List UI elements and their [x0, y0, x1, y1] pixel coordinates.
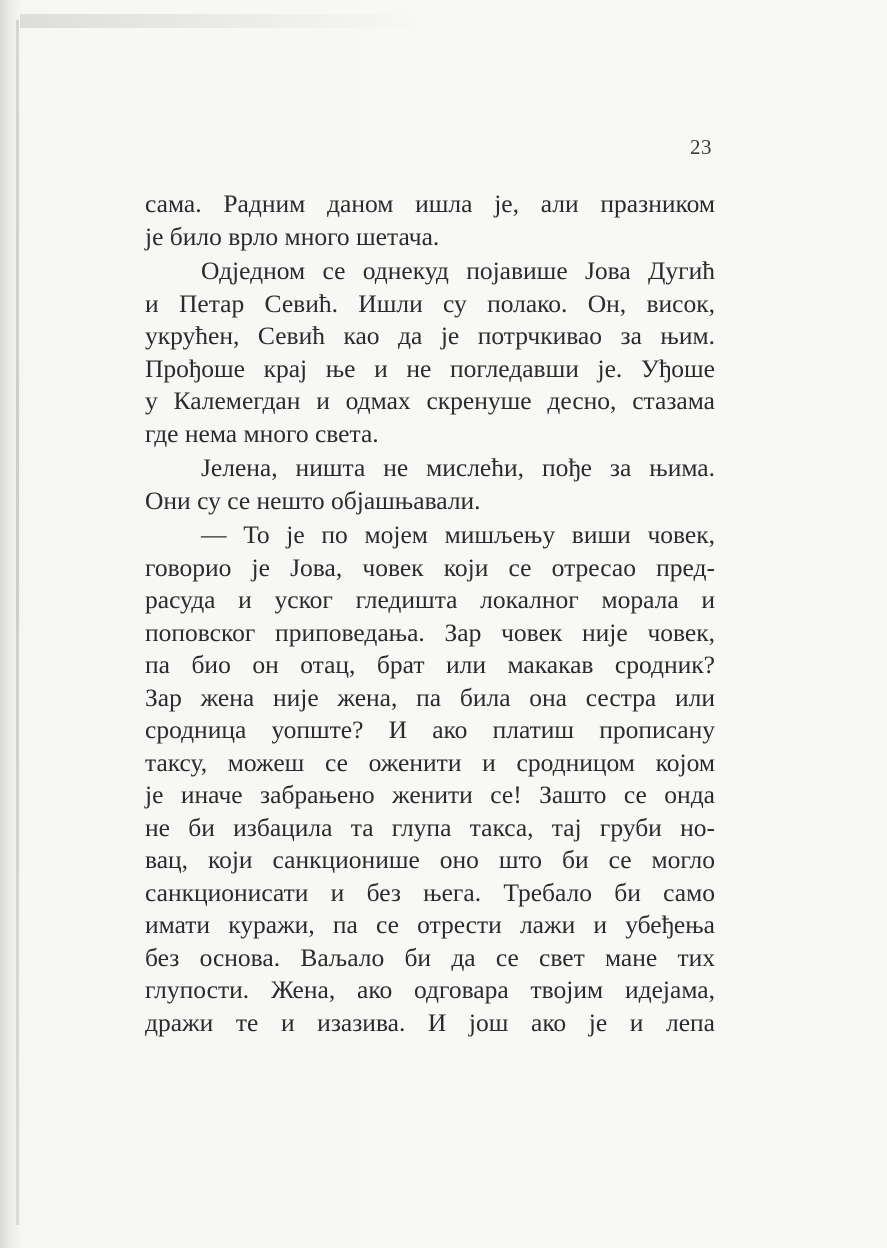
text-line: сродница уопште? И ако платиш прописану: [145, 715, 715, 744]
text-line: Зар жена није жена, па била она сестра или: [145, 682, 715, 712]
text-line: Они су се нешто објашњавали.: [145, 485, 481, 515]
paragraph: [145, 452, 715, 517]
binding-shadow: [16, 20, 19, 1225]
text-line: у Калемегдан и одмах скренуше десно, стазама: [145, 386, 715, 415]
text-line: је иначе забрањено женити се! Зашто се онда: [145, 780, 715, 809]
paragraph: [145, 519, 715, 1039]
text-line: глупости. Жена, ако одговара твојим идејама,: [145, 975, 715, 1004]
text-line: Прођоше крај ње и не погледавши је. Уђоше: [145, 353, 715, 383]
text-line: вац, који санкционише оно што би се могло: [145, 845, 715, 874]
text-line: и Петар Севић. Ишли су полако. Он, висок,: [145, 288, 715, 318]
paragraph: [145, 255, 715, 450]
text-line: па био он отац, брат или макакав сродник?: [145, 650, 715, 679]
text-line: сама. Радним даном ишла је, али празником: [145, 189, 715, 218]
text-line: таксу, можеш се оженити и сродницом којом: [145, 747, 715, 777]
text-line: је било врло много шетача.: [145, 221, 440, 251]
text-line: Одједном се однекуд појавише Јова Дугић: [201, 256, 715, 285]
body-text: [145, 188, 715, 1039]
paragraph: [145, 188, 715, 253]
text-line: где нема много света.: [145, 418, 379, 448]
text-line: без основа. Ваљало би да се свет мане тих: [145, 942, 715, 972]
text-line: поповског приповедања. Зар човек није човек,: [145, 617, 715, 647]
text-line: не би избацила та глупа такса, тај груби но-: [145, 812, 715, 842]
text-line: санкционисати и без њега. Требало би само: [145, 877, 715, 907]
text-line: имати куражи, па се отрести лажи и убеђења: [145, 910, 715, 939]
text-line: укрућен, Севић као да је потрчкивао за њим.: [145, 321, 715, 350]
text-line: дражи те и изазива. И још ако је и лепа: [145, 1007, 715, 1037]
text-line: расуда и уског гледишта локалног морала и: [145, 585, 715, 614]
text-line: — То је по мојем мишљењу виши човек,: [201, 520, 715, 549]
page-number: 23: [690, 135, 712, 159]
text-line: говорио је Јова, човек који се отресао пред-: [145, 552, 715, 582]
scan-shade: [20, 14, 420, 28]
text-line: Јелена, ништа не мислећи, пође за њима.: [201, 453, 715, 482]
